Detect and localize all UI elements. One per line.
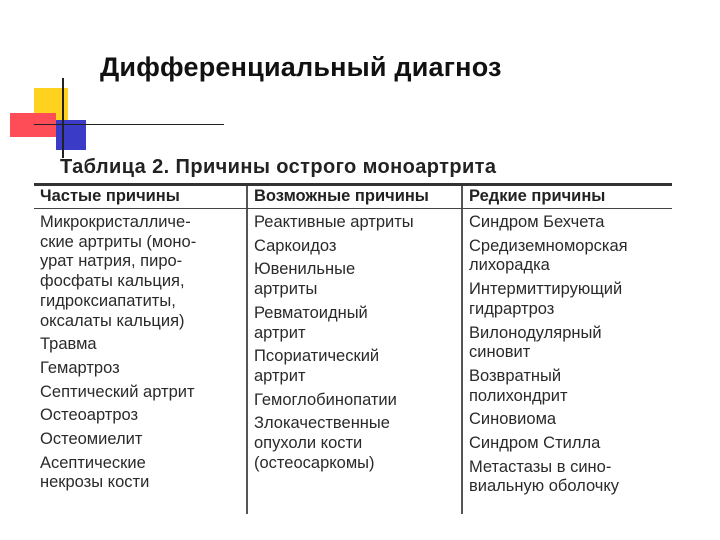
table-body-row [34, 209, 672, 514]
table-cell-item: Ювенильные артриты [254, 260, 356, 299]
header-common-causes: Частые причины [40, 187, 180, 205]
column-rare-causes [461, 209, 672, 514]
table-cell-item: Травма [40, 335, 97, 354]
table-cell-item: Реактивные артриты [254, 213, 414, 231]
table-cell-item: Средиземноморская лихорадка [469, 236, 628, 275]
decorative-horizontal-line [34, 124, 224, 125]
column-possible-causes [246, 209, 461, 514]
header-possible-causes: Возможные причины [246, 186, 461, 208]
causes-table [34, 183, 672, 514]
table-cell-item: Синдром Стилла [469, 434, 601, 453]
table-cell-item: Злокачественные опухоли кости (остеосаркомы) [254, 414, 390, 472]
table-cell-item: Вилонодулярный синовит [469, 323, 602, 362]
slide-title: Дифференциальный диагноз [100, 52, 502, 82]
table-cell-item: Метастазы в сино- виальную оболочку [469, 457, 620, 496]
column-common-causes [34, 209, 246, 514]
table-cell-item: Гемоглобинопатии [254, 390, 397, 409]
table-header-row [34, 186, 672, 208]
header-rare-causes: Редкие причины [461, 186, 672, 208]
table-caption: Таблица 2. Причины острого моноартрита [60, 156, 497, 178]
table-cell-item: Интермиттирующий гидрартроз [469, 280, 623, 318]
decorative-vertical-line [62, 78, 64, 158]
table-cell-item: Ревматоидный артрит [254, 303, 368, 342]
table-cell-item: Саркоидоз [254, 236, 337, 255]
table-cell-item: Асептические некрозы кости [40, 453, 150, 492]
table-cell-item: Гемартроз [40, 358, 120, 377]
decorative-red-square [10, 113, 56, 137]
table-cell-item: Псориатический артрит [254, 347, 380, 385]
table-cell-item: Остеоартроз [40, 406, 139, 425]
table-cell-item: Септический артрит [40, 382, 195, 401]
table-cell-item: Синдром Бехчета [469, 213, 605, 231]
table-cell-item: Остеомиелит [40, 430, 143, 449]
table-cell-item: Микрокристалличе- ские артриты (моно- урат натрия, пиро- фосфаты кальция, гидроксиапатиты, оксалаты кальция) [40, 213, 197, 330]
table-cell-item: Синовиома [469, 410, 557, 429]
table-cell-item: Возвратный полихондрит [469, 366, 568, 405]
